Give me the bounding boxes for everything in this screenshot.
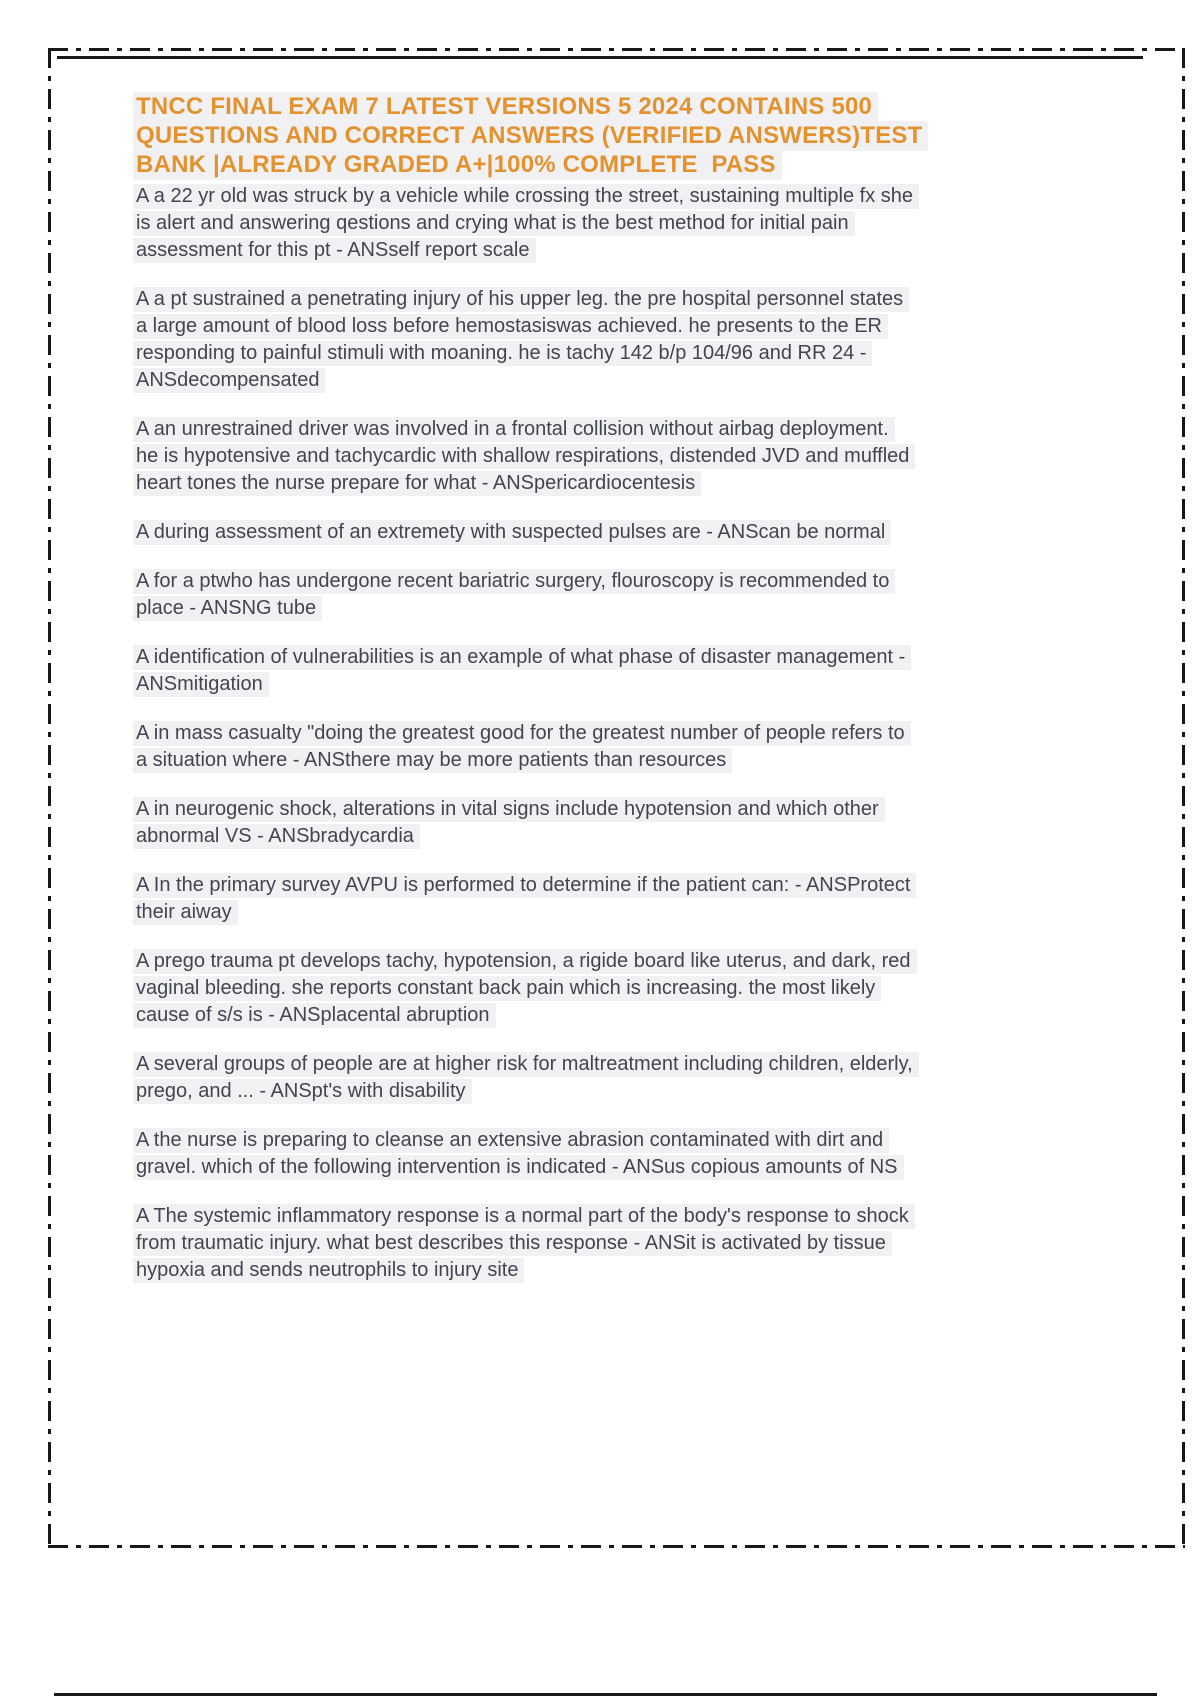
text-line: A The systemic inflammatory response is a normal part of the body's response to shock	[136, 1203, 1056, 1230]
text-line: gravel. which of the following intervention is indicated - ANSus copious amounts of NS	[136, 1154, 1056, 1181]
document-content	[136, 92, 1056, 1306]
page-border-top	[48, 48, 1185, 51]
text-line: from traumatic injury. what best describes this response - ANSit is activated by tissue	[136, 1230, 1056, 1257]
text-line: their aiway	[136, 899, 1056, 926]
text-line: responding to painful stimuli with moaning. he is tachy 142 b/p 104/96 and RR 24 -	[136, 340, 1056, 367]
text-line: A a pt sustrained a penetrating injury of his upper leg. the pre hospital personnel states	[136, 286, 1056, 313]
title-line-text: QUESTIONS AND CORRECT ANSWERS (VERIFIED ANSWERS)TEST	[133, 121, 928, 151]
text-line: A several groups of people are at higher risk for maltreatment including children, elderly,	[136, 1051, 1056, 1078]
text-line: a situation where - ANSthere may be more patients than resources	[136, 747, 1056, 774]
text-line: A in mass casualty "doing the greatest good for the greatest number of people refers to	[136, 720, 1056, 747]
text-line: A during assessment of an extremety with suspected pulses are - ANScan be normal	[136, 519, 1056, 546]
qa-item	[136, 796, 1056, 850]
qa-item	[136, 568, 1056, 622]
text-line: a large amount of blood loss before hemostasiswas achieved. he presents to the ER	[136, 313, 1056, 340]
text-line: he is hypotensive and tachycardic with shallow respirations, distended JVD and muffled	[136, 443, 1056, 470]
text-line: hypoxia and sends neutrophils to injury site	[136, 1257, 1056, 1284]
page-border-right	[1182, 48, 1185, 1548]
text-line: prego, and ... - ANSpt's with disability	[136, 1078, 1056, 1105]
footer-rule	[54, 1693, 1157, 1696]
text-line: is alert and answering qestions and crying what is the best method for initial pain	[136, 210, 1056, 237]
text-line: abnormal VS - ANSbradycardia	[136, 823, 1056, 850]
title-line	[136, 92, 1056, 121]
text-line: cause of s/s is - ANSplacental abruption	[136, 1002, 1056, 1029]
text-line: vaginal bleeding. she reports constant back pain which is increasing. the most likely	[136, 975, 1056, 1002]
qa-item	[136, 720, 1056, 774]
text-line: ANSmitigation	[136, 671, 1056, 698]
title-line	[136, 121, 1056, 150]
text-line: A in neurogenic shock, alterations in vital signs include hypotension and which other	[136, 796, 1056, 823]
text-line: place - ANSNG tube	[136, 595, 1056, 622]
text-line: A prego trauma pt develops tachy, hypotension, a rigide board like uterus, and dark, red	[136, 948, 1056, 975]
qa-item	[136, 519, 1056, 546]
qa-item	[136, 1127, 1056, 1181]
text-line: A a 22 yr old was struck by a vehicle while crossing the street, sustaining multiple fx she	[136, 183, 1056, 210]
title-line	[136, 150, 1056, 179]
text-line: A for a ptwho has undergone recent bariatric surgery, flouroscopy is recommended to	[136, 568, 1056, 595]
text-line: A identification of vulnerabilities is an example of what phase of disaster management -	[136, 644, 1056, 671]
page-border-left	[48, 48, 51, 1548]
document-title	[136, 92, 1056, 179]
text-line: assessment for this pt - ANSself report scale	[136, 237, 1056, 264]
qa-item	[136, 1203, 1056, 1284]
text-line: ANSdecompensated	[136, 367, 1056, 394]
qa-item	[136, 872, 1056, 926]
text-line: A the nurse is preparing to cleanse an extensive abrasion contaminated with dirt and	[136, 1127, 1056, 1154]
text-line: A an unrestrained driver was involved in a frontal collision without airbag deployment.	[136, 416, 1056, 443]
text-line: A In the primary survey AVPU is performed to determine if the patient can: - ANSProtect	[136, 872, 1056, 899]
qa-item	[136, 948, 1056, 1029]
qa-item	[136, 644, 1056, 698]
header-rule	[57, 56, 1143, 59]
qa-item	[136, 183, 1056, 264]
qa-item	[136, 416, 1056, 497]
page-border-bottom	[48, 1545, 1185, 1548]
qa-item	[136, 286, 1056, 394]
title-line-text: BANK |ALREADY GRADED A+|100% COMPLETE PASS	[133, 150, 782, 180]
text-line: heart tones the nurse prepare for what - ANSpericardiocentesis	[136, 470, 1056, 497]
qa-item	[136, 1051, 1056, 1105]
title-line-text: TNCC FINAL EXAM 7 LATEST VERSIONS 5 2024 CONTAINS 500	[133, 92, 878, 122]
